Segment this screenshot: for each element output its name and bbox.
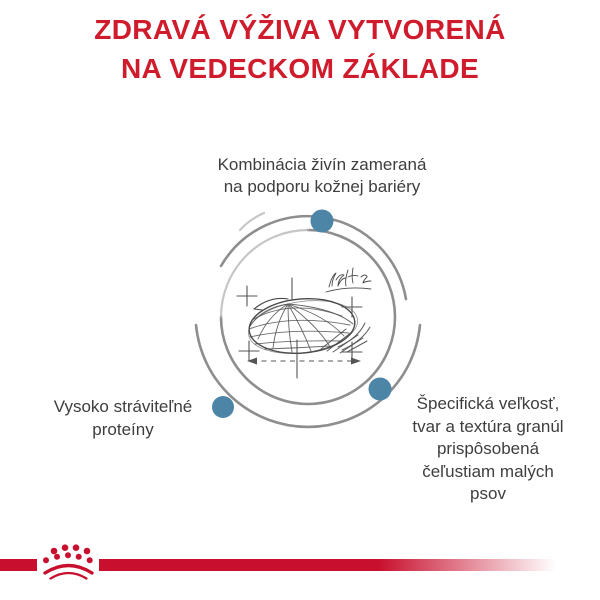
callout-right-line-3: prispôsobená bbox=[436, 439, 540, 458]
crown-base-arc-thin bbox=[51, 573, 87, 579]
left-rule bbox=[0, 559, 37, 571]
callout-top-line-1: Kombinácia živín zameraná bbox=[217, 155, 427, 174]
royal-canin-crown-logo bbox=[40, 543, 97, 595]
kibble-mesh-latitudes bbox=[249, 308, 350, 349]
dimension-line bbox=[247, 358, 361, 365]
callout-left-line-1: Vysoko stráviteľné bbox=[53, 397, 193, 416]
callout-top-line-2: na podporu kožnej bariéry bbox=[223, 177, 421, 196]
callout-right bbox=[388, 393, 588, 506]
page-title bbox=[0, 10, 600, 88]
callout-dot-top bbox=[311, 210, 334, 233]
kibble-mesh-longitudes bbox=[250, 304, 353, 352]
callout-left-line-2: proteíny bbox=[92, 420, 154, 439]
kibble-drawing bbox=[245, 294, 370, 360]
inner-circle-sketch bbox=[221, 230, 395, 404]
callout-left bbox=[23, 395, 223, 441]
page-title-line-2: NA VEDECKOM ZÁKLADE bbox=[120, 53, 480, 84]
callout-right-line-2: tvar a textúra granúl bbox=[412, 416, 564, 436]
callout-right-line-5: psov bbox=[470, 484, 506, 503]
crown-dots bbox=[43, 544, 93, 563]
signature-scribble bbox=[326, 268, 371, 292]
crown-base-arc bbox=[45, 566, 92, 574]
callout-right-line-4: čeľustiam malých bbox=[422, 461, 554, 481]
red-gradient-bar bbox=[99, 559, 565, 571]
callout-right-line-1: Špecifická veľkosť, bbox=[416, 394, 560, 413]
page-title-line-1: ZDRAVÁ VÝŽIVA VYTVORENÁ bbox=[94, 14, 506, 45]
